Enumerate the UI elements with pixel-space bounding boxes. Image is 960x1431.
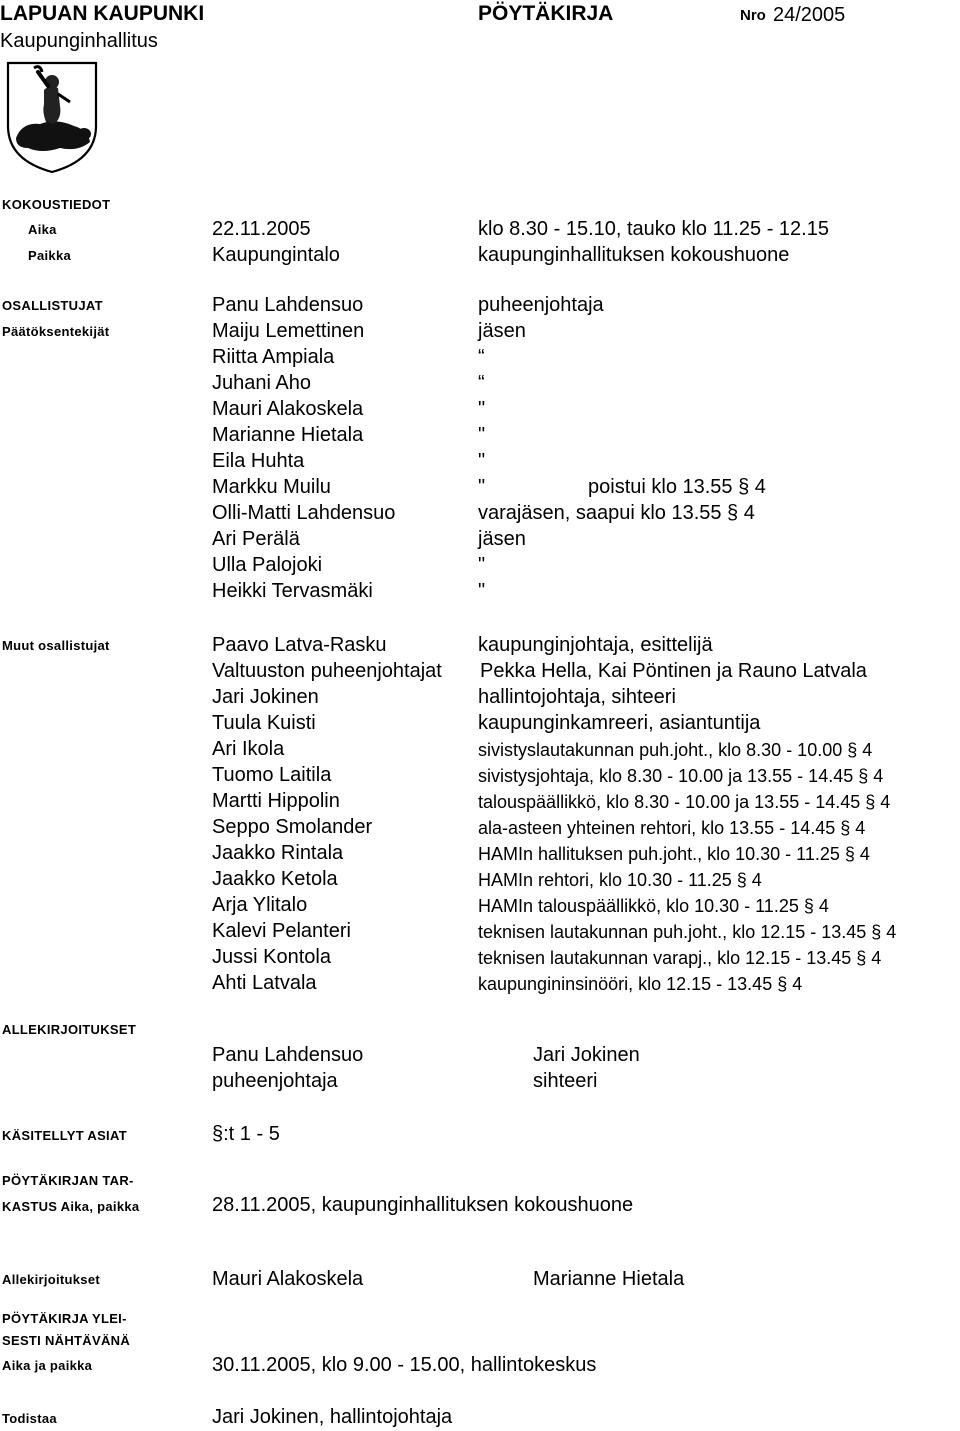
public-display-label-line1: PÖYTÄKIRJA YLEI- — [2, 1311, 127, 1326]
public-display-value: 30.11.2005, klo 9.00 - 15.00, hallintokeskus — [212, 1354, 597, 1376]
member-role: " — [478, 398, 486, 420]
public-display-label-line2: SESTI NÄHTÄVÄNÄ — [2, 1333, 131, 1348]
secretary-title: sihteeri — [533, 1070, 598, 1092]
participant-role: teknisen lautakunnan puh.joht., klo 12.15 - 13.45 § 4 — [478, 922, 897, 942]
other-participants-label: Muut osallistujat — [2, 638, 110, 653]
member-name: Maiju Lemettinen — [212, 320, 365, 342]
participant-name: Jaakko Rintala — [212, 842, 344, 864]
participant-name: Paavo Latva-Rasku — [212, 634, 387, 656]
reviewer-2-name: Marianne Hietala — [533, 1268, 685, 1290]
member-role: jäsen — [478, 320, 526, 342]
participant-name: Kalevi Pelanteri — [212, 920, 351, 942]
member-role: " — [478, 580, 486, 602]
member-name: Olli-Matti Lahdensuo — [212, 502, 396, 524]
participant-role: Pekka Hella, Kai Pöntinen ja Rauno Latvala — [480, 660, 867, 682]
participant-role: talouspäällikkö, klo 8.30 - 10.00 ja 13.55 - 14.45 § 4 — [478, 792, 891, 812]
member-name: Heikki Tervasmäki — [212, 580, 373, 602]
place-label: Paikka — [28, 248, 72, 263]
member-name: Juhani Aho — [212, 372, 311, 394]
member-role: varajäsen, saapui klo 13.55 § 4 — [478, 502, 755, 524]
participants-label: OSALLISTUJAT — [2, 298, 103, 313]
participant-name: Ari Ikola — [212, 738, 285, 760]
member-note: poistui klo 13.55 § 4 — [588, 476, 766, 498]
participant-role: sivistysjohtaja, klo 8.30 - 10.00 ja 13.55 - 14.45 § 4 — [478, 766, 884, 786]
participant-role: HAMIn rehtori, klo 10.30 - 11.25 § 4 — [478, 870, 762, 890]
participant-role: sivistyslautakunnan puh.joht., klo 8.30 - 10.00 § 4 — [478, 740, 873, 760]
participant-name: Jussi Kontola — [212, 946, 331, 968]
certification-label: Todistaa — [2, 1411, 57, 1426]
member-role: " — [478, 476, 486, 498]
document-number-label: Nro — [740, 7, 766, 24]
review-label-line1: PÖYTÄKIRJAN TAR- — [2, 1173, 134, 1188]
member-role: “ — [478, 346, 485, 368]
meeting-room: kaupunginhallituksen kokoushuone — [478, 244, 790, 266]
participant-role: kaupungininsinööri, klo 12.15 - 13.45 § 4 — [478, 974, 803, 994]
meeting-info-label: KOKOUSTIEDOT — [2, 197, 111, 212]
participant-name: Valtuuston puheenjohtajat — [212, 660, 442, 682]
participant-role: HAMIn talouspäällikkö, klo 10.30 - 11.25 § 4 — [478, 896, 829, 916]
member-name: Riitta Ampiala — [212, 346, 335, 368]
member-name: Mauri Alakoskela — [212, 398, 364, 420]
member-role: jäsen — [478, 528, 526, 550]
member-name: Markku Muilu — [212, 476, 331, 498]
certification-value: Jari Jokinen, hallintojohtaja — [212, 1406, 453, 1428]
participant-role: ala-asteen yhteinen rehtori, klo 13.55 - 14.45 § 4 — [478, 818, 866, 838]
participant-name: Jaakko Ketola — [212, 868, 338, 890]
coat-of-arms-icon — [4, 60, 100, 174]
secretary-name: Jari Jokinen — [533, 1044, 640, 1066]
participant-role: HAMIn hallituksen puh.joht., klo 10.30 - 11.25 § 4 — [478, 844, 870, 864]
member-role: “ — [478, 372, 485, 394]
member-name: Ari Perälä — [212, 528, 300, 550]
member-role: " — [478, 450, 486, 472]
participant-name: Tuomo Laitila — [212, 764, 332, 786]
participant-name: Seppo Smolander — [212, 816, 373, 838]
organization-name: LAPUAN KAUPUNKI — [0, 2, 205, 25]
participant-name: Martti Hippolin — [212, 790, 340, 812]
decision-makers-label: Päätöksentekijät — [2, 324, 110, 339]
member-name: Panu Lahdensuo — [212, 294, 364, 316]
meeting-date: 22.11.2005 — [212, 218, 311, 240]
governing-body: Kaupunginhallitus — [0, 30, 158, 52]
handled-items-value: §:t 1 - 5 — [212, 1123, 280, 1145]
meeting-time: klo 8.30 - 15.10, tauko klo 11.25 - 12.15 — [478, 218, 829, 240]
participant-role: teknisen lautakunnan varapj., klo 12.15 - 13.45 § 4 — [478, 948, 882, 968]
participant-role: kaupunginjohtaja, esittelijä — [478, 634, 713, 656]
member-role: " — [478, 424, 486, 446]
time-label: Aika — [28, 222, 57, 237]
member-role: " — [478, 554, 486, 576]
public-display-label-line3: Aika ja paikka — [2, 1358, 93, 1373]
document-type: PÖYTÄKIRJA — [478, 2, 614, 25]
review-signatures-label: Allekirjoitukset — [2, 1272, 100, 1287]
meeting-place: Kaupungintalo — [212, 244, 340, 266]
participant-name: Arja Ylitalo — [212, 894, 308, 916]
participant-role: hallintojohtaja, sihteeri — [478, 686, 676, 708]
participant-name: Ahti Latvala — [212, 972, 317, 994]
handled-items-label: KÄSITELLYT ASIAT — [2, 1128, 127, 1143]
member-name: Eila Huhta — [212, 450, 305, 472]
member-role: puheenjohtaja — [478, 294, 604, 316]
participant-name: Tuula Kuisti — [212, 712, 316, 734]
participant-role: kaupunginkamreeri, asiantuntija — [478, 712, 761, 734]
review-label-line2: KASTUS Aika, paikka — [2, 1199, 140, 1214]
chair-name: Panu Lahdensuo — [212, 1044, 364, 1066]
review-value: 28.11.2005, kaupunginhallituksen kokoushuone — [212, 1194, 634, 1216]
participant-name: Jari Jokinen — [212, 686, 319, 708]
document-number: 24/2005 — [773, 4, 846, 26]
chair-title: puheenjohtaja — [212, 1070, 338, 1092]
signatures-label: ALLEKIRJOITUKSET — [2, 1022, 137, 1037]
member-name: Ulla Palojoki — [212, 554, 323, 576]
member-name: Marianne Hietala — [212, 424, 364, 446]
reviewer-1-name: Mauri Alakoskela — [212, 1268, 364, 1290]
